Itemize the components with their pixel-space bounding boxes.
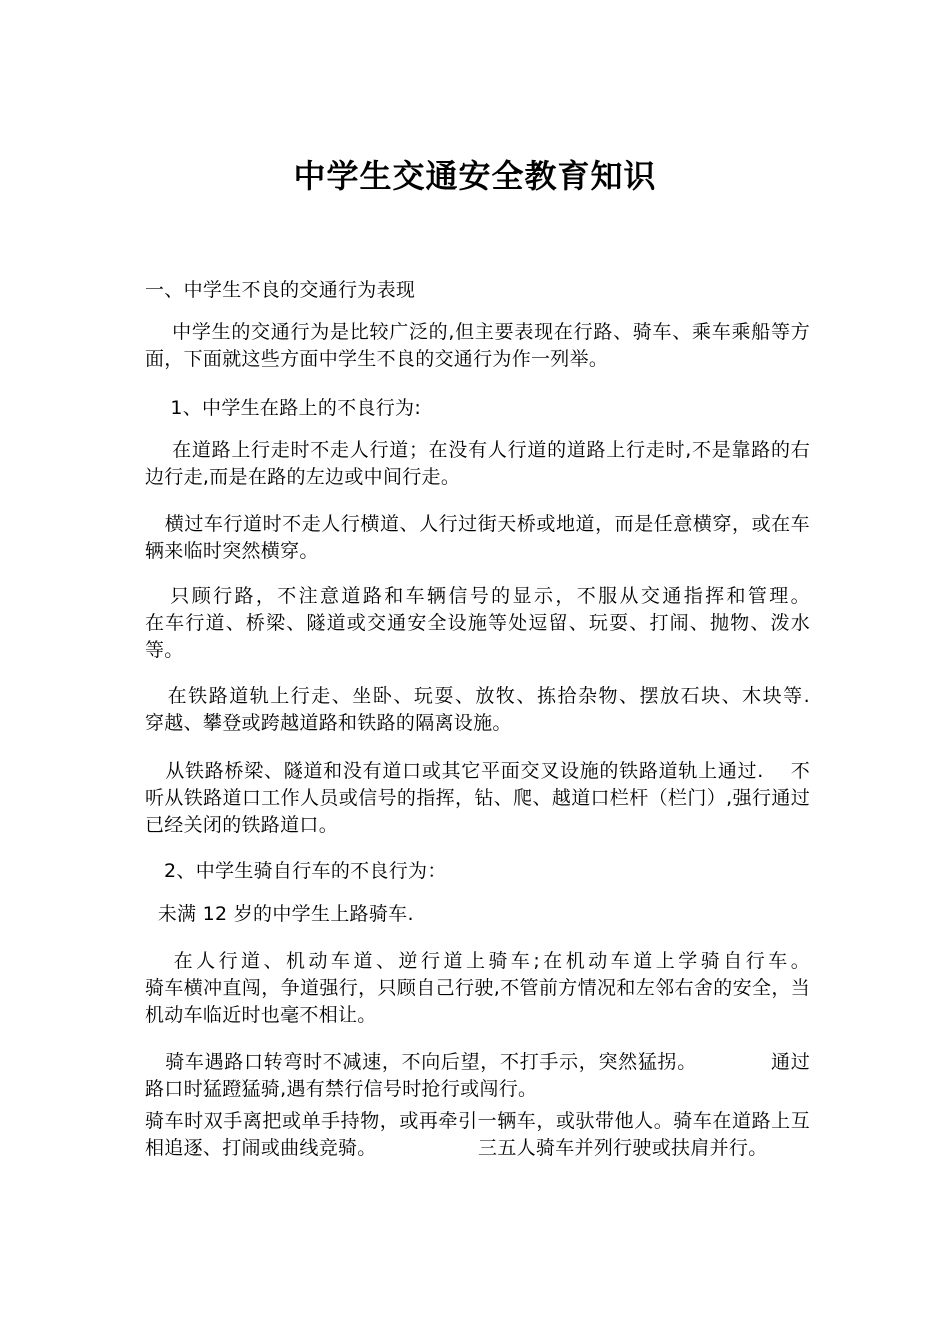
paragraph: 骑车时双手离把或单手持物，或再牵引一辆车，或驮带他人。骑车在道路上互相追逐、打闹或曲线竞骑。 三五人骑车并列行驶或扶肩并行。 (145, 1110, 810, 1159)
subsection-heading: 1、中学生在路上的不良行为: (145, 397, 422, 419)
document-title: 中学生交通安全教育知识 (293, 157, 657, 195)
subsection-heading: 2、中学生骑自行车的不良行为： (145, 860, 447, 882)
section-heading: 一、中学生不良的交通行为表现 (145, 279, 416, 301)
paragraph: 在道路上行走时不走人行道；在没有人行道的道路上行走时,不是靠路的右边行走,而是在路的左边或中间行走。 (145, 439, 810, 488)
paragraph: 中学生的交通行为是比较广泛的,但主要表现在行路、骑车、乘车乘船等方面，下面就这些方面中学生不良的交通行为作一列举。 (145, 321, 810, 370)
paragraph: 在铁路道轨上行走、坐卧、玩耍、放牧、拣拾杂物、摆放石块、木块等. 穿越、攀登或跨越道路和铁路的隔离设施。 (145, 685, 836, 734)
paragraph: 未满 12 岁的中学生上路骑车. (145, 903, 414, 925)
paragraph: 在人行道、机动车道、逆行道上骑车;在机动车道上学骑自行车。 骑车横冲直闯，争道强行，只顾自己行驶,不管前方情况和左邻右舍的安全，当机动车临近时也毫不相让。 (145, 950, 912, 1026)
paragraph: 横过车行道时不走人行横道、人行过街天桥或地道，而是任意横穿，或在车辆来临时突然横穿。 (145, 513, 810, 562)
paragraph: 骑车遇路口转弯时不减速，不向后望，不打手示，突然猛拐。 通过路口时猛蹬猛骑,遇有禁行信号时抢行或闯行。 (145, 1051, 810, 1100)
paragraph: 从铁路桥梁、隧道和没有道口或其它平面交叉设施的铁路道轨上通过. 不听从铁路道口工作人员或信号的指挥，钻、爬、越道口栏杆（栏门）,强行通过已经关闭的铁路道口。 (145, 760, 811, 836)
paragraph: 只顾行路，不注意道路和车辆信号的显示，不服从交通指挥和管理。 在车行道、桥梁、隧道或交通安全设施等处逗留、玩耍、打闹、抛物、泼水等。 (145, 585, 912, 661)
